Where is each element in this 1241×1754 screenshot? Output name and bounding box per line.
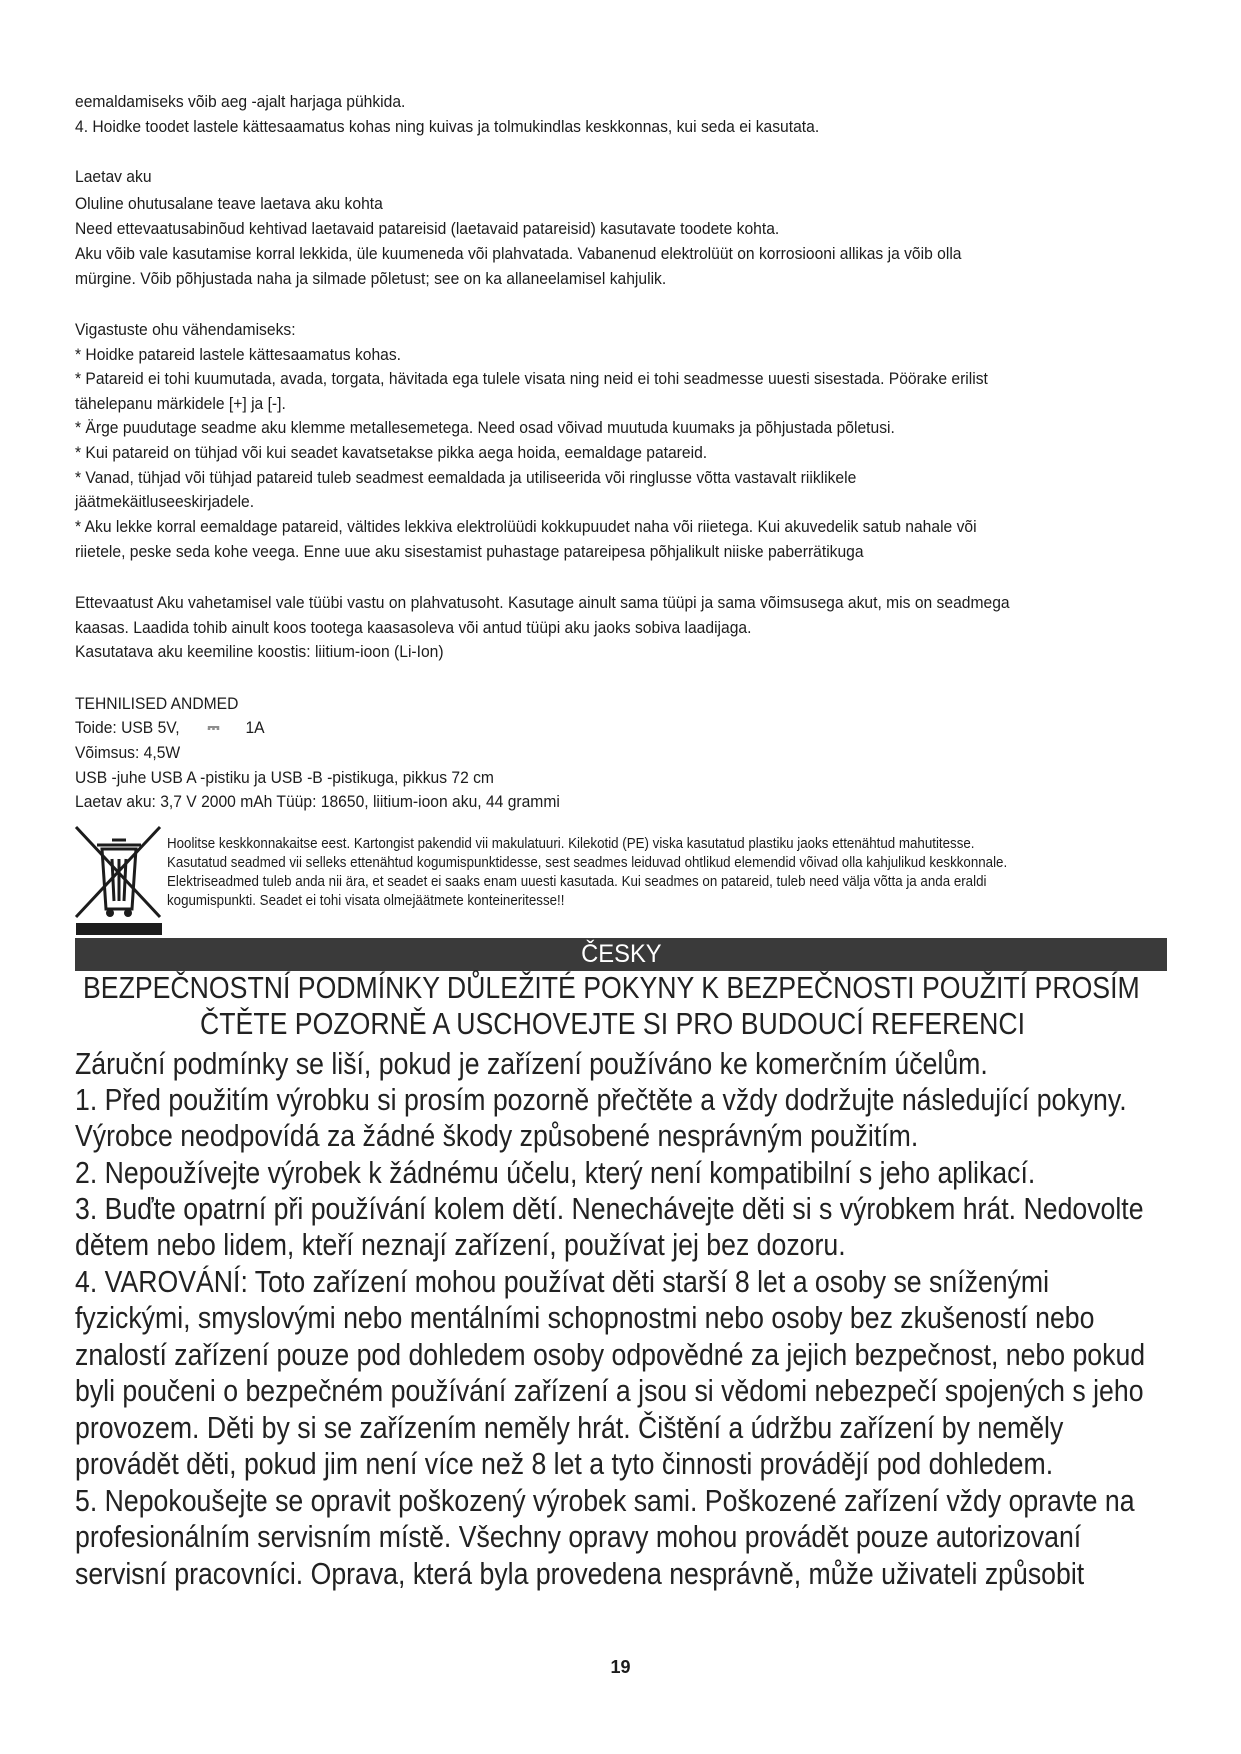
weee-crossed-bin-icon (72, 823, 166, 937)
cs-line-10: byli poučeni o bezpečném používání zařízení a jsou si vědomi nebezpečí spojených s jeho (75, 1373, 1144, 1408)
cs-line-13: 5. Nepokoušejte se opravit poškozený výrobek sami. Poškozené zařízení vždy opravte na (75, 1483, 1135, 1518)
cs-line-12: provádět děti, pokud jim není více než 8 let a tyto činnosti provádějí pod dohledem. (75, 1446, 1054, 1481)
et-line-9: * Hoidke patareid lastele kättesaamatus kohas. (75, 345, 402, 364)
et-line-20: Kasutatava aku keemiline koostis: liitium-ioon (Li-Ion) (75, 642, 444, 661)
specs-battery: Laetav aku: 3,7 V 2000 mAh Tüüp: 18650, liitium-ioon aku, 44 grammi (75, 792, 560, 811)
et-line-19: kaasas. Laadida tohib ainult koos tootega kaasasoleva või antud tüüpi aku jaoks sobiva laadijaga. (75, 618, 752, 637)
page-number: 19 (610, 1657, 631, 1677)
specs-power-label: Toide: USB 5V, (75, 718, 180, 737)
et-line-17: riietele, peske seda kohe veega. Enne uue aku sisestamist puhastage patareipesa põhjalikult niiske paberrätikuga (75, 542, 864, 561)
et-line-8: Vigastuste ohu vähendamiseks: (75, 320, 296, 339)
cs-line-6: dětem nebo lidem, kteří neznají zařízení, používat jej bez dozoru. (75, 1227, 846, 1262)
cs-line-9: znalostí zařízení pouze pod dohledem osoby odpovědné za jejich bezpečnost, nebo pokud (75, 1337, 1146, 1372)
cs-line-14: profesionálním servisním místě. Všechny opravy mohou provádět pouze autorizovaní (75, 1519, 1082, 1554)
specs-power-current: 1A (245, 718, 265, 737)
specs-wattage: Võimsus: 4,5W (75, 743, 181, 762)
et-line-11: tähelepanu märkidele [+] ja [-]. (75, 394, 286, 413)
specs-title: TEHNILISED ANDMED (75, 694, 239, 713)
et-line-2: 4. Hoidke toodet lastele kättesaamatus kohas ning kuivas ja tolmukindlas keskkonnas, kui seda ei kasutata. (75, 117, 820, 136)
recycling-line-2: Kasutatud seadmed vii selleks ettenähtud kogumispunktidesse, sest seadmes leiduvad ohtlikud elemendid võivad olla kahjulikud keskkonnale. (167, 855, 1008, 871)
cs-line-8: fyzickými, smyslovými nebo mentálními schopnostmi nebo osoby bez zkušeností nebo (75, 1300, 1095, 1335)
section-header-czech (75, 938, 1167, 971)
et-line-18: Ettevaatust Aku vahetamisel vale tüübi vastu on plahvatusoht. Kasutage ainult sama tüüpi ja sama võimsusega akut, mis on seadmega (75, 593, 1010, 612)
et-line-10: * Patareid ei tohi kuumutada, avada, torgata, hävitada ega tulele visata ning neid ei tohi seadmesse uuesti sisestada. Pöörake erilist (75, 369, 988, 388)
et-line-4: Oluline ohutusalane teave laetava aku kohta (75, 194, 383, 213)
cs-line-15: servisní pracovníci. Oprava, která byla provedena nesprávně, může uživateli způsobit (75, 1556, 1085, 1591)
et-line-13: * Kui patareid on tühjad või kui seadet kavatsetakse pikka aega hoida, eemaldage patareid. (75, 443, 708, 462)
cs-line-5: 3. Buďte opatrní při používání kolem dětí. Nenechávejte děti si s výrobkem hrát. Nedovolte (75, 1191, 1144, 1226)
cs-heading-line-2: ČTĚTE POZORNĚ A USCHOVEJTE SI PRO BUDOUCÍ REFERENCI (200, 1006, 1026, 1041)
cs-line-7: 4. VAROVÁNÍ: Toto zařízení mohou používat děti starší 8 let a osoby se sníženými (75, 1264, 1050, 1299)
et-line-16: * Aku lekke korral eemaldage patareid, vältides lekkiva elektrolüüdi kokkupuudet naha või riietega. Kui akuvedelik satub nahale või (75, 517, 977, 536)
et-line-15: jäätmekäitluseeskirjadele. (75, 492, 255, 511)
cs-line-2: 1. Před použitím výrobku si prosím pozorně přečtěte a vždy dodržujte následující pokyny. (75, 1082, 1127, 1117)
section-title: ČESKY (580, 940, 662, 968)
cs-heading-line-1: BEZPEČNOSTNÍ PODMÍNKY DŮLEŽITÉ POKYNY K BEZPEČNOSTI POUŽITÍ PROSÍM (83, 970, 1140, 1005)
et-line-14: * Vanad, tühjad või tühjad patareid tuleb seadmest eemaldada ja utiliseerida või ringlusse võtta vastavalt riiklikele (75, 468, 857, 487)
cs-line-3: Výrobce neodpovídá za žádné škody způsobené nesprávným použitím. (75, 1118, 919, 1153)
recycling-line-3: Elektriseadmed tuleb anda nii ära, et seadet ei saaks enam uuesti kasutada. Kui seadmes on patareid, tuleb need välja võtta ja anda eraldi (167, 874, 987, 890)
recycling-line-1: Hoolitse keskkonnakaitse eest. Kartongist pakendid vii makulatuuri. Kilekotid (PE) viska kasutatud plastiku jaoks ettenähtud mahutitesse. (167, 836, 975, 852)
cs-line-1: Záruční podmínky se liší, pokud je zařízení používáno ke komerčním účelům. (75, 1046, 988, 1081)
et-line-1: eemaldamiseks võib aeg -ajalt harjaga pühkida. (75, 92, 406, 111)
et-line-5: Need ettevaatusabinõud kehtivad laetavaid patareisid (laetavaid patareisid) kasutavate toodete kohta. (75, 219, 780, 238)
et-line-7: mürgine. Võib põhjustada naha ja silmade põletust; see on ka allaneelamisel kahjulik. (75, 269, 667, 288)
cs-line-4: 2. Nepoužívejte výrobek k žádnému účelu, který není kompatibilní s jeho aplikací. (75, 1155, 1036, 1190)
cs-line-11: provozem. Děti by si se zařízením neměly hrát. Čištění a údržbu zařízení by neměly (75, 1410, 1064, 1445)
dc-symbol-icon: ⎓ (207, 718, 220, 737)
recycling-line-4: kogumispunkti. Seadet ei tohi visata olmejäätmete konteineritesse!! (167, 893, 565, 909)
et-line-6: Aku võib vale kasutamise korral lekkida, üle kuumeneda või plahvatada. Vabanenud elektrolüüt on korrosiooni allikas ja võib olla (75, 244, 962, 263)
et-subheading-battery: Laetav aku (75, 167, 152, 186)
specs-power (75, 718, 265, 738)
et-line-12: * Ärge puudutage seadme aku klemme metallesemetega. Need osad võivad muutuda kuumaks ja põhjustada põletusi. (75, 418, 895, 437)
specs-cable: USB -juhe USB A -pistiku ja USB -B -pistikuga, pikkus 72 cm (75, 768, 494, 787)
